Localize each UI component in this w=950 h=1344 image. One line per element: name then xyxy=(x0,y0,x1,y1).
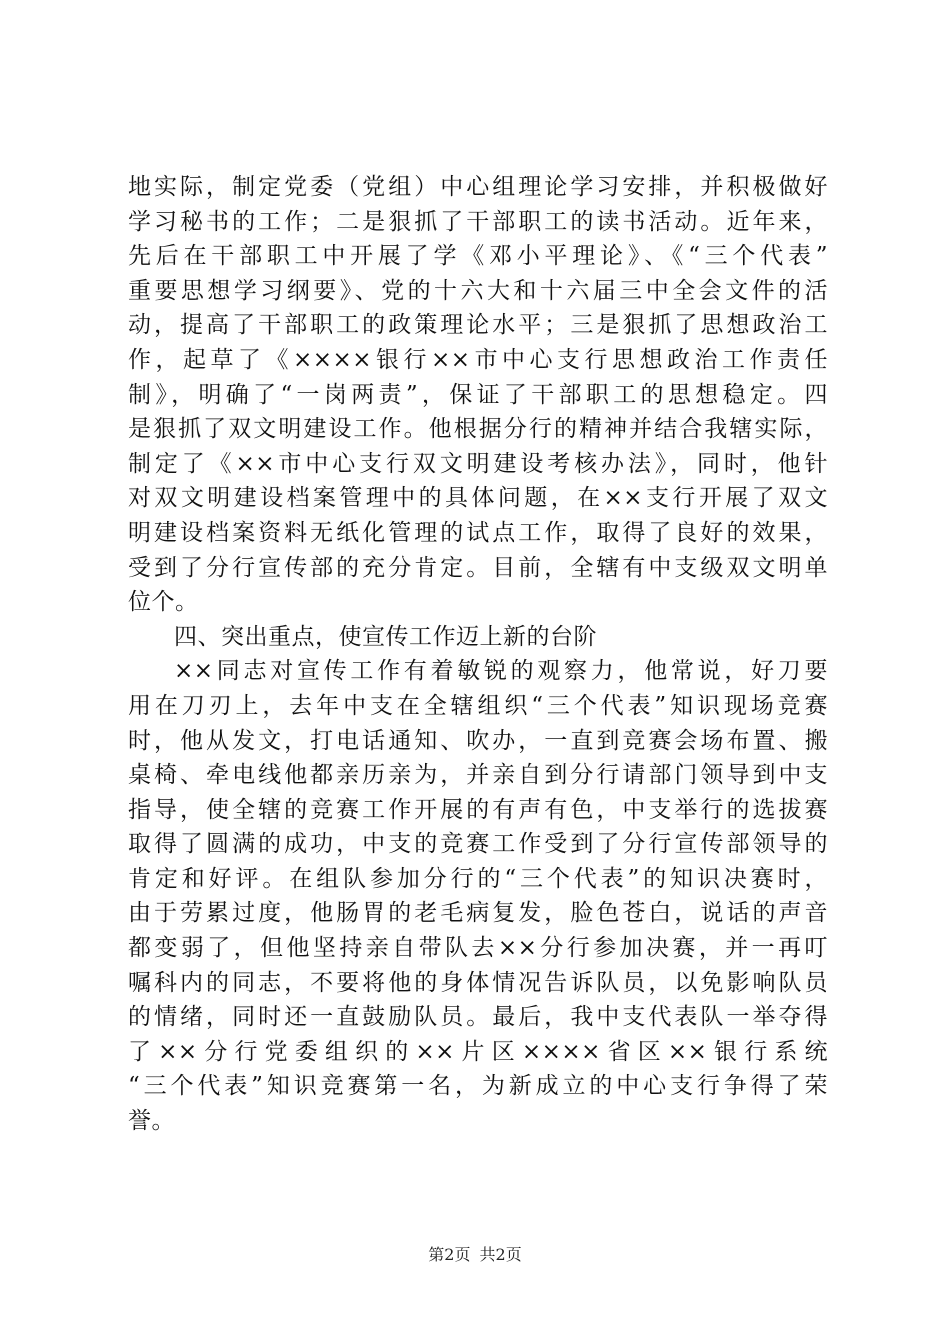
text-line: 都变弱了，但他坚持亲自带队去××分行参加决赛，并一再叮 xyxy=(128,935,828,962)
text-line: 了××分行党委组织的××片区××××省区××银行系统 xyxy=(128,1038,828,1065)
text-line: 时，他从发文，打电话通知、吹办，一直到竞赛会场布置、搬 xyxy=(128,727,828,754)
text-line: 先后在干部职工中开展了学《邓小平理论》、《“三个代表” xyxy=(128,243,828,270)
text-line: 的情绪，同时还一直鼓励队员。最后，我中支代表队一举夺得 xyxy=(128,1004,828,1031)
text-line: 学习秘书的工作；二是狠抓了干部职工的读书活动。近年来， xyxy=(128,208,828,235)
text-line: 肯定和好评。在组队参加分行的“三个代表”的知识决赛时， xyxy=(128,865,828,892)
text-line: 用在刀刃上，去年中支在全辖组织“三个代表”知识现场竞赛 xyxy=(128,692,828,719)
text-line: 制定了《××市中心支行双文明建设考核办法》，同时，他针 xyxy=(128,450,828,477)
page-total: 共2页 xyxy=(479,1245,522,1264)
text-line: 制》，明确了“一岗两责”，保证了干部职工的思想稳定。四 xyxy=(128,381,828,408)
text-line: 取得了圆满的成功，中支的竞赛工作受到了分行宣传部领导的 xyxy=(128,831,828,858)
text-line: 嘱科内的同志，不要将他的身体情况告诉队员，以免影响队员 xyxy=(128,969,828,996)
text-line: 对双文明建设档案管理中的具体问题，在××支行开展了双文 xyxy=(128,485,828,512)
text-line: 重要思想学习纲要》、党的十六大和十六届三中全会文件的活 xyxy=(128,277,828,304)
text-line: ××同志对宣传工作有着敏锐的观察力，他常说，好刀要 xyxy=(174,658,828,685)
document-body xyxy=(128,170,828,1139)
text-line: 明建设档案资料无纸化管理的试点工作，取得了良好的效果， xyxy=(128,519,828,546)
text-line: 是狠抓了双文明建设工作。他根据分行的精神并结合我辖实际， xyxy=(128,416,828,443)
text-line: 地实际，制定党委（党组）中心组理论学习安排，并积极做好 xyxy=(128,174,828,200)
text-line: 桌椅、牵电线他都亲历亲为，并亲自到分行请部门领导到中支 xyxy=(128,762,828,789)
page-footer xyxy=(0,1244,950,1266)
text-line: 指导，使全辖的竞赛工作开展的有声有色，中支举行的选拔赛 xyxy=(128,796,828,823)
text-line: 作，起草了《××××银行××市中心支行思想政治工作责任 xyxy=(128,346,828,373)
text-line: 位个。 xyxy=(128,589,199,616)
text-line: 受到了分行宣传部的充分肯定。目前，全辖有中支级双文明单 xyxy=(128,554,828,581)
text-line: “三个代表”知识竞赛第一名，为新成立的中心支行争得了荣 xyxy=(128,1073,828,1100)
text-line: 誉。 xyxy=(128,1108,175,1135)
section-heading: 四、突出重点，使宣传工作迈上新的台阶 xyxy=(174,623,597,650)
page-number: 第2页 xyxy=(428,1245,471,1264)
text-line: 动，提高了干部职工的政策理论水平；三是狠抓了思想政治工 xyxy=(128,312,828,339)
text-line: 由于劳累过度，他肠胃的老毛病复发，脸色苍白，说话的声音 xyxy=(128,900,828,927)
